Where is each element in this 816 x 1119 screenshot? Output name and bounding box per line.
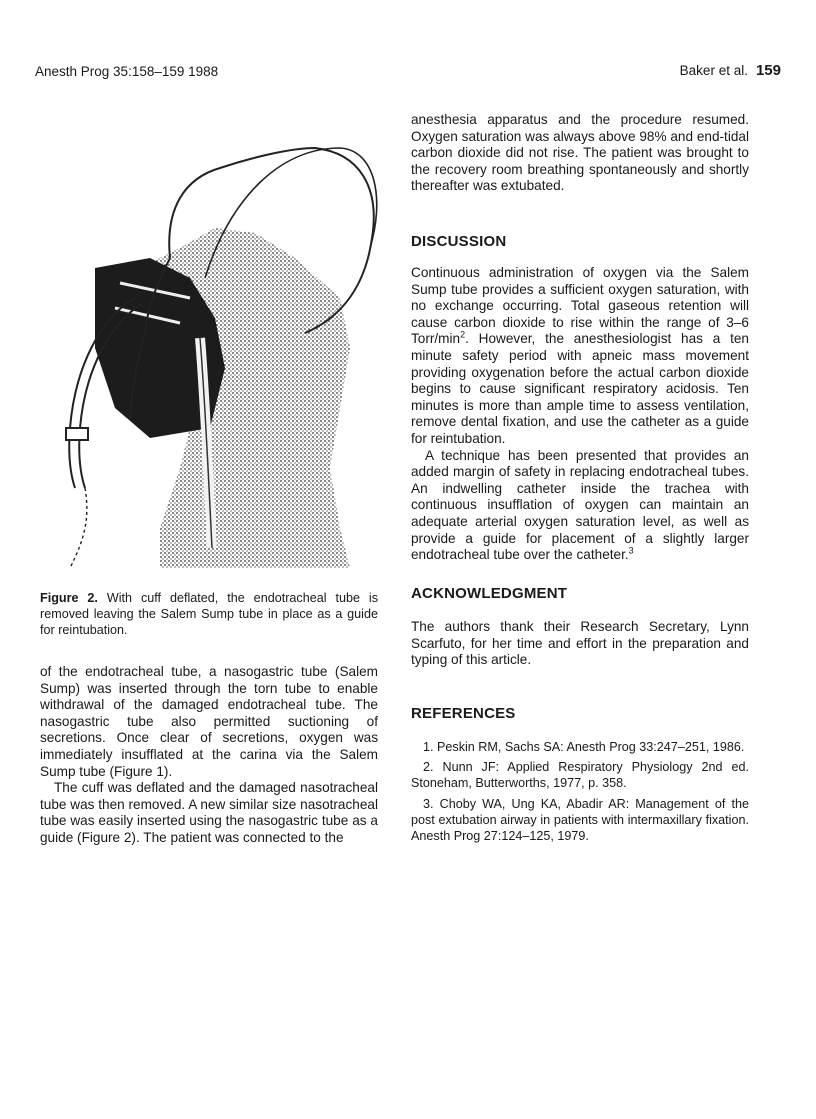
reference-2: 2. Nunn JF: Applied Respiratory Physiology 2nd ed. Stoneham, Butterworths, 1977, p. 358.	[411, 760, 749, 791]
discussion-paragraph-1	[411, 265, 749, 448]
discussion-p1-b: . However, the anesthesiologist has a ten minute safety period with apneic mass movement providing oxygenation before the actual carbon dioxide begins to cause significant respiratory acidosis. Ten minutes is more than ample time to assess ventilation, remove dental fixation, and use the catheter as a guide for reintubation.	[411, 331, 749, 446]
acknowledgment-text: The authors thank their Research Secretary, Lynn Scarfuto, for her time and effort in the preparation and typing of this article.	[411, 619, 749, 668]
left-column	[40, 664, 378, 847]
discussion-heading: DISCUSSION	[411, 233, 507, 250]
figure-caption-text: With cuff deflated, the endotracheal tube is removed leaving the Salem Sump tube in place as a guide for reintubation.	[40, 591, 378, 637]
discussion-p1-a: Continuous administration of oxygen via the Salem Sump tube provides a sufficient oxygen saturation, with no exchange occurring. Total gaseous retention will cause carbon dioxide to rise within the range of 3–6 Torr/min	[411, 265, 749, 347]
head-profile-with-tubes-illustration	[40, 108, 392, 578]
reference-3: 3. Choby WA, Ung KA, Abadir AR: Management of the post extubation airway in patients with intermaxillary fixation. Anesth Prog 27:124–125, 1979.	[411, 796, 749, 844]
page-number: 159	[755, 62, 781, 79]
reference-1: 1. Peskin RM, Sachs SA: Anesth Prog 33:247–251, 1986.	[423, 740, 745, 754]
references-heading: REFERENCES	[411, 705, 516, 722]
acknowledgment-body	[411, 619, 749, 669]
running-header-authors: Baker et al.	[679, 63, 748, 78]
figure-2-illustration	[40, 108, 392, 578]
right-column-top	[411, 112, 749, 195]
running-header-journal: Anesth Prog 35:158–159 1988	[35, 64, 219, 79]
acknowledgment-heading: ACKNOWLEDGMENT	[411, 585, 568, 602]
discussion-body	[411, 265, 749, 564]
citation-3: 3	[628, 545, 634, 556]
citation-2: 2	[460, 329, 466, 340]
discussion-paragraph-2	[411, 448, 749, 564]
right-paragraph-top: anesthesia apparatus and the procedure resumed. Oxygen saturation was always above 98% and end-tidal carbon dioxide did not rise. The patient was brought to the recovery room breathing spontaneously and shortly thereafter was extubated.	[411, 112, 749, 194]
left-paragraph-1: of the endotracheal tube, a nasogastric tube (Salem Sump) was inserted through the torn tube to enable withdrawal of the damaged endotracheal tube. The nasogastric tube also permitted suctioning of secretions. Once clear of secretions, oxygen was immediately insufflated at the carina via the Salem Sump tube (Figure 1).	[40, 664, 378, 779]
discussion-p2-a: A technique has been presented that provides an added margin of safety in replacing endotracheal tubes. An indwelling catheter inside the trachea with continuous insufflation of oxygen can maintain an adequate arterial oxygen saturation level, as well as provide a guide for placement of a slightly larger endotracheal tube over the catheter.	[411, 447, 749, 563]
figure-caption-label: Figure 2.	[40, 591, 98, 605]
references-list	[411, 739, 749, 848]
figure-2-caption	[40, 590, 378, 638]
left-paragraph-2: The cuff was deflated and the damaged nasotracheal tube was then removed. A new similar size nasotracheal tube was easily inserted using the nasogastric tube as a guide (Figure 2). The patient was connected to the	[40, 780, 378, 845]
running-header-right	[631, 62, 781, 79]
